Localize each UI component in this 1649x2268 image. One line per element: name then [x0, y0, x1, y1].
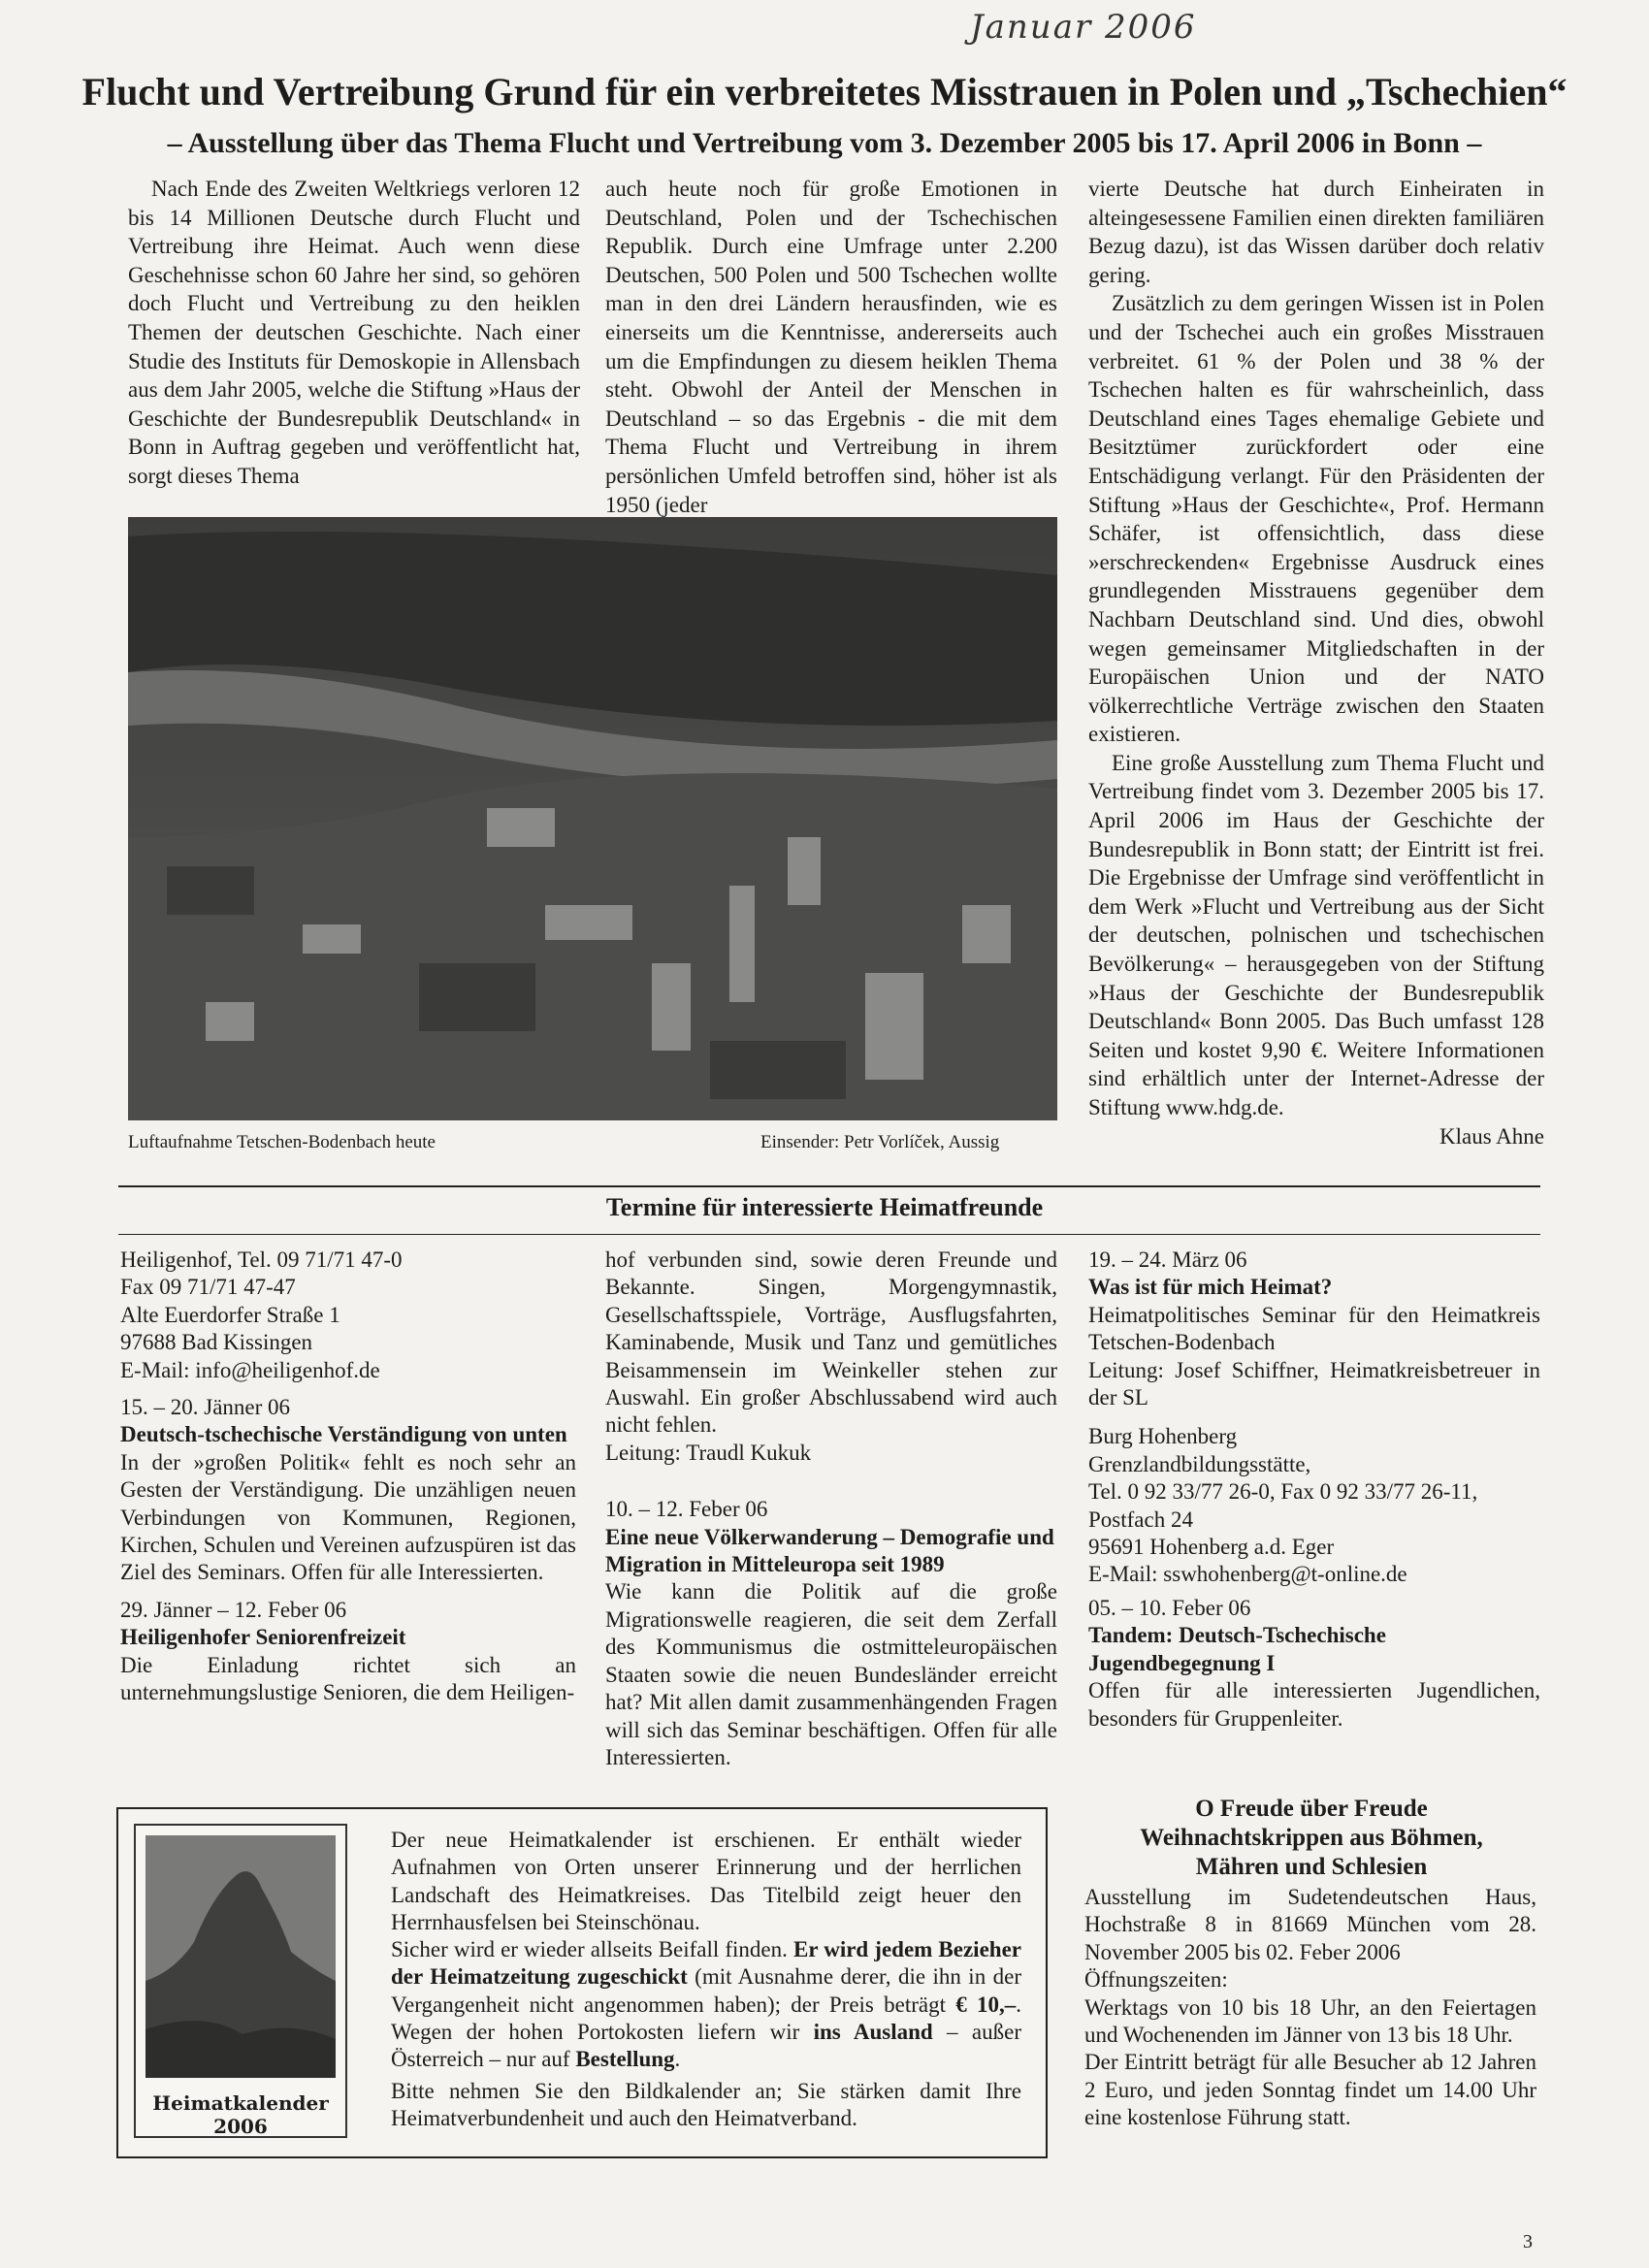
calendar-cover: [134, 1824, 347, 2138]
kalender-text: . Wegen der hohen Portokosten liefern wir: [391, 1992, 1021, 2045]
heimatkalender-text: [391, 1827, 1021, 2132]
termine-heading: Termine für interessierte Heimatfreunde: [605, 1193, 1044, 1221]
contact-line: Alte Euerdorfer Straße 1: [120, 1302, 340, 1327]
contact-line: E-Mail: info@heiligenhof.de: [120, 1357, 380, 1382]
contact-line: Postfach 24: [1088, 1507, 1193, 1532]
kalender-text: (mit Ausnahme derer, die ihn in der Vergangenheit nicht angenommen haben); der Preis beträgt: [391, 1964, 1021, 2017]
freude-title: Weihnachtskrippen aus Böhmen,: [1140, 1825, 1483, 1851]
event-text: Offen für alle interessierten Jugendlichen, besonders für Gruppenleiter.: [1088, 1678, 1540, 1731]
event-date: 19. – 24. März 06: [1088, 1247, 1247, 1272]
contact-line: Heiligenhof, Tel. 09 71/71 47-0: [120, 1247, 403, 1272]
article-column-3: [1088, 175, 1544, 1150]
event-text: Wie kann die Politik auf die große Migrationswelle reagieren, die seit dem Zerfall des Kommunismus die ostmitteleuropäischen Staaten sowie die neuen Bundesländer erreicht hat? Mit allen damit zusammenhängenden Fragen will sich das Seminar beschäftigen. Offen für alle Interessierten.: [605, 1579, 1057, 1769]
kalender-emphasis: ins Ausland: [813, 2020, 933, 2045]
photo-credit: Einsender: Petr Vorlíček, Aussig: [760, 1132, 1000, 1152]
event-date: 15. – 20. Jänner 06: [120, 1395, 291, 1420]
freude-title: O Freude über Freude: [1195, 1796, 1428, 1822]
freude-paragraph: Ausstellung im Sudetendeutschen Haus, Hochstraße 8 in 81669 München vom 28. November 2005 bis 02. Feber 2006: [1084, 1885, 1536, 1964]
article-paragraph: Eine große Ausstellung zum Thema Flucht und Vertreibung findet vom 3. Dezember 2005 bis 17. April 2006 im Haus der Geschichte der Bundesrepublik in Bonn statt; der Eintritt ist frei. Die Ergebnisse der Umfrage sind veröffentlicht in dem Werk »Flucht und Vertreibung aus der Sicht der deutschen, polnischen und tschechischen Bevölkerung« – herausgegeben von der Stiftung »Haus der Geschichte der Bundesrepublik Deutschland« Bonn 2005. Das Buch umfasst 128 Seiten und kostet 9,90 €. Weitere Informationen sind erhältlich unter der Internet-Adresse der Stiftung www.hdg.de.: [1088, 750, 1544, 1119]
event-text: Die Einladung richtet sich an unternehmungslustige Senioren, die dem Heiligen-: [120, 1652, 576, 1705]
kalender-emphasis: Er wird jedem Bezieher der Heimatzeitung zugeschickt: [391, 1937, 1021, 1990]
rock-formation-graphic: [146, 1835, 336, 2078]
kalender-emphasis: Bestellung: [575, 2047, 675, 2072]
contact-line: Tel. 0 92 33/77 26-0, Fax 0 92 33/77 26-11,: [1088, 1479, 1478, 1505]
kalender-paragraph: Der neue Heimatkalender ist erschienen. Er enthält wieder Aufnahmen von Orten unserer Erinnerung und der herrlichen Landschaft des Heimatkreises. Das Titelbild zeigt heuer den Herrnhausfelsen bei Steinschönau.: [391, 1828, 1021, 1934]
kalender-text: Sicher wird er wieder allseits Beifall finden.: [391, 1937, 793, 1962]
contact-line: 95691 Hohenberg a.d. Eger: [1088, 1535, 1335, 1560]
section-divider: [118, 1234, 1540, 1235]
freude-paragraph: Werktags von 10 bis 18 Uhr, an den Feiertagen und Wochenenden im Jänner von 13 bis 18 Uhr.: [1084, 1994, 1536, 2048]
article-author: Klaus Ahne: [1439, 1123, 1544, 1149]
event-text: Heimatpolitisches Seminar für den Heimatkreis Tetschen-Bodenbach: [1088, 1302, 1540, 1355]
calendar-cover-title: Heimatkalender 2006: [152, 2091, 329, 2138]
event-text: In der »großen Politik« fehlt es noch sehr an Gesten der Verständigung. Die unzähligen neuen Verbindungen von Kommunen, Regionen, Kirchen, Schulen und Vereinen aufzuspüren ist das Ziel des Seminars. Offen für alle Interessierten.: [120, 1449, 576, 1585]
freude-title: Mähren und Schlesien: [1195, 1854, 1428, 1880]
event-title: Tandem: Deutsch-Tschechische Jugendbegegnung I: [1088, 1623, 1386, 1675]
contact-email: E-Mail: sswhohenberg@t-online.de: [1088, 1562, 1407, 1587]
page-number: 3: [1523, 2231, 1533, 2252]
section-divider: [118, 1185, 1540, 1187]
handwritten-date-note: Januar 2006: [970, 8, 1197, 47]
termine-column-2: [605, 1247, 1057, 1771]
contact-line: Grenzlandbildungsstätte,: [1088, 1451, 1311, 1476]
article-subtitle: – Ausstellung über das Thema Flucht und Vertreibung vom 3. Dezember 2005 bis 17. April 2006 in Bonn –: [167, 127, 1482, 159]
article-paragraph: Zusätzlich zu dem geringen Wissen ist in Polen und der Tschechei auch ein großes Misstrauen verbreitet. 61 % der Polen und 38 % der Tschechen halten es für wahrscheinlich, dass Deutschland eines Tages ehemalige Gebiete und Besitztümer zurückfordert oder eine Entschädigung verlangt. Für den Präsidenten der Stiftung »Haus der Geschichte«, Prof. Hermann Schäfer, ist offensichtlich, dass diese »erschreckenden« Ergebnisse Ausdruck eines grundlegenden Misstrauens gegenüber dem Nachbarn Deutschland sind. Und dies, obwohl wegen gemeinsamer Mitgliedschaften in der Europäischen Union und der NATO völkerrechtliche Verträge zwischen den Staaten existieren.: [1088, 291, 1544, 747]
contact-line: Burg Hohenberg: [1088, 1424, 1238, 1449]
freude-hours-label: Öffnungszeiten:: [1084, 1967, 1228, 1993]
aerial-photo-graphic: [128, 517, 1057, 1120]
article-paragraph: auch heute noch für große Emotionen in Deutschland, Polen und der Tschechischen Republik. Durch eine Umfrage unter 2.200 Deutschen, 500 Polen und 500 Tschechen wollte man in den drei Ländern herausfinden, wie es einerseits um die Kenntnisse, andererseits auch um die Empfindungen zu diesem heiklen Thema steht. Obwohl der Anteil der Menschen in Deutschland – so das Ergebnis - die mit dem Thema Flucht und Vertreibung in ihrem persönlichen Umfeld betroffen sind, höher ist als 1950 (jeder: [605, 177, 1057, 517]
freude-heading: [1079, 1795, 1544, 1882]
article-paragraph: Nach Ende des Zweiten Weltkriegs verloren 12 bis 14 Millionen Deutsche durch Flucht und Vertreibung ihre Heimat. Auch wenn diese Geschehnisse schon 60 Jahre her sind, so gehören doch Flucht und Vertreibung zu den heiklen Themen der deutschen Geschichte. Nach einer Studie des Instituts für Demoskopie in Allensbach aus dem Jahr 2005, welche die Stiftung »Haus der Geschichte der Bundesrepublik Deutschland« in Bonn in Auftrag gegeben und veröffentlicht hat, sorgt dieses Thema: [128, 177, 580, 488]
event-text: hof verbunden sind, sowie deren Freunde und Bekannte. Singen, Morgengymnastik, Gesellschaftsspiele, Vorträge, Ausflugsfahrten, Kaminabende, Musik und Tanz und gemütliches Beisammensein im Weinkeller stehen zur Auswahl. Ein großer Abschlussabend wird auch nicht fehlen.: [605, 1247, 1057, 1438]
event-leader: Leitung: Josef Schiffner, Heimatkreisbetreuer in der SL: [1088, 1357, 1540, 1410]
contact-line: Fax 09 71/71 47-47: [120, 1275, 296, 1300]
article-column-2: [605, 175, 1057, 519]
event-date: 05. – 10. Feber 06: [1088, 1595, 1251, 1620]
aerial-photo: [128, 517, 1057, 1120]
calendar-cover-image: [146, 1835, 336, 2078]
event-title: Deutsch-tschechische Verständigung von unten: [120, 1422, 567, 1447]
photo-caption: Luftaufnahme Tetschen-Bodenbach heute: [128, 1132, 436, 1152]
event-title: Eine neue Völkerwanderung – Demografie und Migration in Mitteleuropa seit 1989: [605, 1524, 1054, 1577]
freude-paragraph: Der Eintritt beträgt für alle Besucher ab 12 Jahren 2 Euro, und jeden Sonntag findet um 14.00 Uhr eine kostenlose Führung statt.: [1084, 2050, 1536, 2130]
event-title: Heiligenhofer Seniorenfreizeit: [120, 1625, 406, 1650]
event-date: 10. – 12. Feber 06: [605, 1497, 768, 1522]
termine-column-3: [1088, 1247, 1540, 1733]
termine-column-1: [120, 1247, 576, 1707]
event-title: Was ist für mich Heimat?: [1088, 1275, 1333, 1300]
freude-text: [1084, 1884, 1536, 2132]
kalender-price: € 10,–: [955, 1992, 1017, 2017]
event-leader: Leitung: Traudl Kukuk: [605, 1440, 812, 1465]
kalender-paragraph: [391, 1936, 1021, 2073]
article-paragraph: vierte Deutsche hat durch Einheiraten in alteingesessene Familien einen direkten familiären Bezug dazu), ist das Wissen darüber doch relativ gering.: [1088, 177, 1544, 287]
event-date: 29. Jänner – 12. Feber 06: [120, 1597, 347, 1622]
kalender-text: – außer Österreich – nur auf: [391, 2020, 1021, 2072]
article-column-1: [128, 175, 580, 491]
kalender-paragraph: Bitte nehmen Sie den Bildkalender an; Sie stärken damit Ihre Heimatverbundenheit und auch den Heimatverband.: [391, 2078, 1021, 2130]
article-title: Flucht und Vertreibung Grund für ein verbreitetes Misstrauen in Polen und „Tschechien“: [81, 70, 1568, 113]
contact-line: 97688 Bad Kissingen: [120, 1330, 313, 1355]
kalender-text: .: [674, 2047, 681, 2072]
